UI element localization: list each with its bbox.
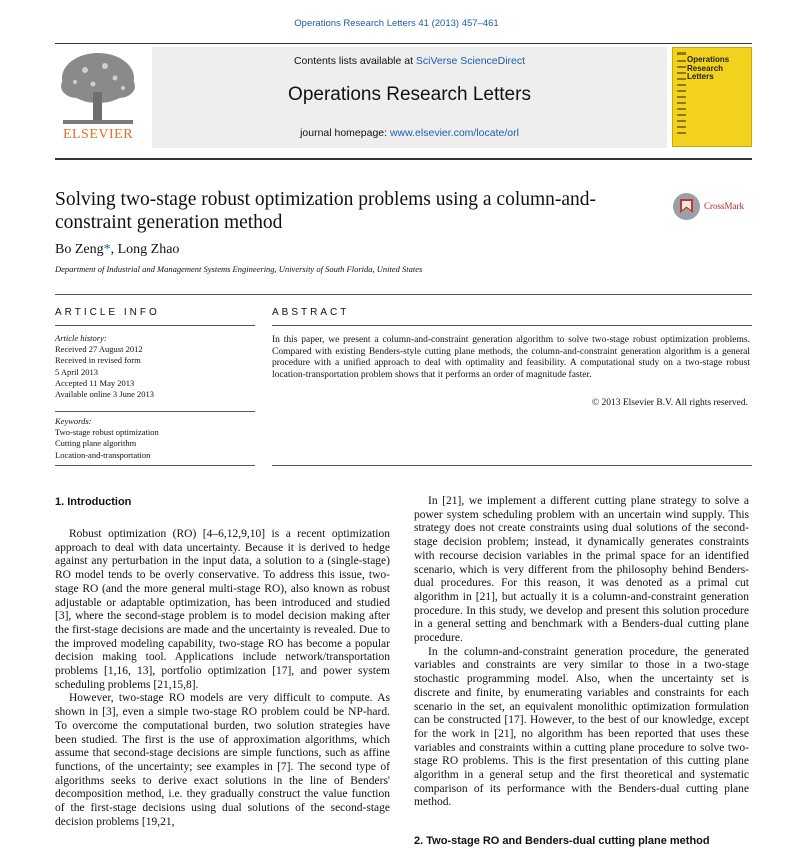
paragraph: In [21], we implement a different cutting plane strategy to solve a power system scheduling problem with an uncertain wind supply. This strategy does not create constraints using dual solutions of the second-stage decision problem; instead, it dynamically generates constraints with recourse decision variables in the primal space for an identified scenario, which is very different from the philosophy behind Benders-dual procedures. For this reason, it was denoted as a primal cut algorithm in [21], but actually it is a column-and-constraint generation procedure. In this study, we develop and present this solution procedure in a general setting and benchmark with a Benders-dual cutting plane procedure. (414, 495, 749, 645)
journal-cover[interactable] (672, 47, 752, 147)
body-column-left (55, 528, 390, 829)
crossmark-label: CrossMark (704, 201, 744, 211)
keyword: Cutting plane algorithm (55, 438, 137, 449)
contents-prefix: Contents lists available at (293, 55, 416, 67)
divider (272, 325, 752, 326)
history-line: Received 27 August 2012 (55, 344, 143, 355)
author-separator: , (110, 242, 118, 257)
journal-title: Operations Research Letters (288, 84, 531, 105)
history-line: Available online 3 June 2013 (55, 389, 154, 400)
keywords (55, 416, 255, 461)
article-info-heading: ARTICLE INFO (55, 307, 160, 318)
divider (272, 465, 752, 466)
abstract-text: In this paper, we present a column-and-constraint generation algorithm to solve two-stage robust optimization problems. Compared with existing Benders-style cutting plane methods, the column-and-constraint generation algorithm is a general procedure with a unified approach to deal with optimality and feasibility. A computational study on a two-stage robust location-transportation problem shows that it performs an order of magnitude faster. (272, 335, 750, 380)
paragraph: In the column-and-constraint generation procedure, the generated variables and constraints are very similar to those in a two-stage stochastic programming model. Also, when the uncertainty set is discrete and finite, by enumerating variables and constraints for each scenario in the set, an equivalent monolithic optimization formulation can be constructed [17]. However, to the best of our knowledge, except for the work in [21], no algorithm has been reported that uses these variables and constraints within a cutting plane procedure to solve two-stage RO problems. This is the first presentation of this cutting plane algorithm in a general setup and the first theoretical and systematic comparison of its performance with the Benders-dual cutting plane method. (414, 645, 749, 809)
body-column-right (414, 495, 749, 810)
paragraph: However, two-stage RO models are very difficult to compute. As shown in [3], even a simple two-stage RO problem could be NP-hard. To overcome the computational burden, two solution strategies have been studied. The first is the use of approximation algorithms, which assume that second-stage decisions are simple functions, such as affine functions, of the uncertainty; see examples in [7]. The second type of algorithms seeks to derive exact solutions in the line of Benders' decomposition method, i.e. they gradually construct the value function of the first-stage decisions using dual solutions of the second-stage decision problems [19,21, (55, 692, 390, 828)
history-line: Accepted 11 May 2013 (55, 377, 135, 388)
author-name[interactable]: Long Zhao (117, 242, 180, 257)
header-divider (55, 43, 752, 44)
divider (55, 294, 752, 295)
history-line: 5 April 2013 (55, 366, 98, 377)
copyright-notice: © 2013 Elsevier B.V. All rights reserved. (591, 398, 748, 408)
homepage-prefix: journal homepage: (300, 127, 390, 139)
crossmark-icon (673, 193, 700, 220)
article-title: Solving two-stage robust optimization problems using a column-and-constraint generation method (55, 189, 597, 233)
affiliation: Department of Industrial and Management Systems Engineering, University of South Florida, United States (55, 264, 423, 274)
cover-title: Operations Research Letters (687, 55, 730, 81)
section-heading: 2. Two-stage RO and Benders-dual cutting plane method (414, 835, 710, 847)
author-list (55, 242, 179, 258)
keyword: Location-and-transportation (55, 449, 151, 460)
homepage-link[interactable]: www.elsevier.com/locate/orl (389, 127, 519, 139)
keyword: Two-stage robust optimization (55, 427, 159, 438)
publisher-name: ELSEVIER (62, 127, 134, 142)
homepage-line (152, 127, 667, 139)
divider (55, 325, 255, 326)
history-label: Article history: (55, 333, 107, 343)
article-history (55, 333, 255, 400)
journal-citation[interactable]: Operations Research Letters 41 (2013) 457–461 (294, 18, 499, 29)
divider (55, 465, 255, 466)
sciencedirect-link[interactable]: SciVerse ScienceDirect (415, 55, 526, 67)
corresponding-author-mark[interactable]: * (103, 242, 111, 257)
header-divider-bottom (55, 158, 752, 160)
cover-stripe-icon (677, 52, 687, 142)
author-name[interactable]: Bo Zeng (55, 242, 104, 257)
divider (55, 411, 255, 412)
abstract-heading: ABSTRACT (272, 307, 350, 318)
crossmark-badge[interactable] (673, 193, 744, 220)
contents-line (152, 55, 667, 67)
section-heading: 1. Introduction (55, 496, 132, 508)
paragraph: Robust optimization (RO) [4–6,12,9,10] is a recent optimization approach to deal with data uncertainty. Because it is derived to hedge against any perturbation in the input data, a solution to a (single-stage) RO model tends to be overly conservative. To address this issue, two-stage RO (and the more general multi-stage RO), also known as robust adjustable or adaptable optimization, has been introduced and studied [3], where the second-stage problem is to model decision making after the first-stage decisions are made and the uncertainty is revealed. Due to the improved modeling capability, two-stage RO has become a popular decision making tool. Applications include network/transportation problems [1,16, 13], portfolio optimization [17], and power system scheduling problems [21,15,8]. (55, 528, 390, 691)
history-line: Received in revised form (55, 355, 141, 366)
keywords-label: Keywords: (55, 416, 92, 426)
